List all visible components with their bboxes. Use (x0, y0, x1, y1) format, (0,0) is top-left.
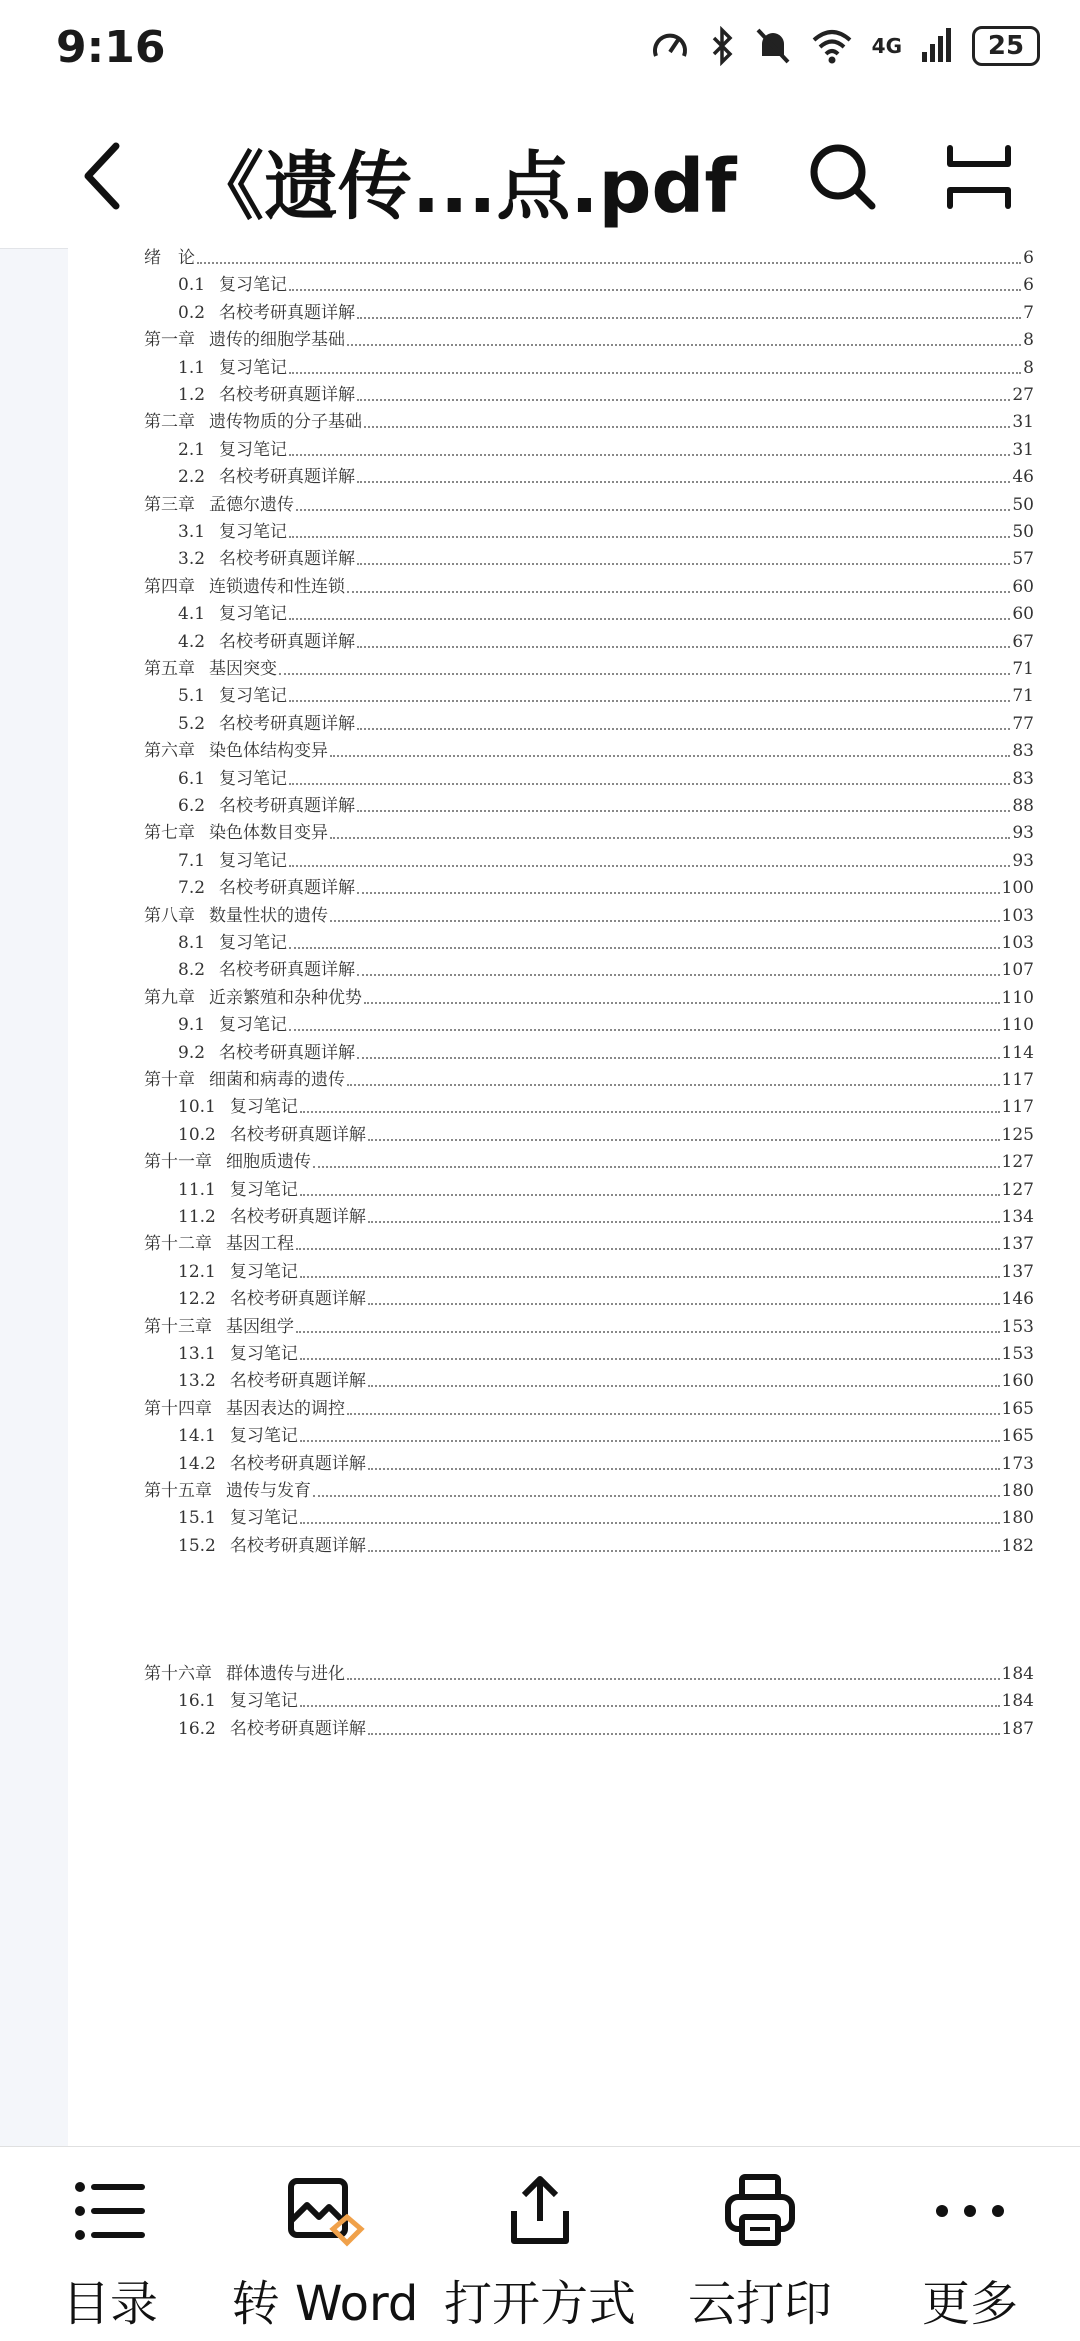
toc-page-number: 67 (1012, 631, 1034, 652)
toc-number: 4.1 (178, 604, 206, 625)
toc-page-number: 60 (1012, 576, 1034, 597)
toc-number: 第五章 (144, 659, 195, 679)
pdf-page-toc-1[interactable] (68, 248, 1080, 1598)
toc-leader-dots (364, 1001, 1000, 1004)
toc-number: 1.2 (178, 385, 206, 405)
toc-title: 基因工程 (226, 1234, 294, 1255)
toc-number: 5.2 (178, 713, 206, 734)
toc-number: 第四章 (144, 576, 195, 597)
toc-number: 14.2 (178, 1453, 216, 1474)
pdf-page-toc-2[interactable] (68, 1596, 1080, 2146)
toc-number: 第九章 (144, 987, 195, 1008)
bottom-toolbar (0, 2146, 1080, 2341)
toc-page-number: 83 (1012, 768, 1034, 789)
toc-page-number: 103 (1001, 933, 1034, 953)
toc-page-number: 93 (1012, 823, 1034, 844)
toc-page-number: 153 (1001, 1344, 1034, 1364)
toc-section-row[interactable] (68, 708, 1080, 734)
toc-leader-dots (300, 1275, 1000, 1278)
toc-page-number: 107 (1001, 960, 1034, 981)
toc-number: 第十六章 (144, 1664, 212, 1684)
toc-title: 名校考研真题详解 (219, 960, 356, 981)
more-label: 更多 (921, 2276, 1019, 2332)
toc-chapter-row[interactable] (68, 1228, 1080, 1254)
toc-leader-dots (368, 1467, 1000, 1470)
toc-title: 孟德尔遗传 (209, 494, 294, 515)
toc-number: 2.1 (178, 439, 206, 460)
toc-number: 15.2 (178, 1535, 216, 1556)
toc-page-number: 31 (1012, 439, 1034, 460)
toc-number: 6.2 (178, 796, 206, 816)
toc-page-number: 187 (1001, 1718, 1034, 1739)
toc-section-row[interactable] (68, 626, 1080, 652)
toc-number: 4.2 (178, 631, 206, 652)
toc-chapter-row[interactable] (68, 1393, 1080, 1419)
toc-number: 1.1 (178, 357, 206, 378)
toc-chapter-row[interactable] (68, 1311, 1080, 1337)
toc-title: 名校考研真题详解 (219, 631, 356, 652)
toc-page-number: 103 (1001, 905, 1034, 926)
toc-title: 名校考研真题详解 (219, 1042, 356, 1063)
toc-section-row[interactable] (68, 763, 1080, 789)
toc-section-row[interactable] (68, 269, 1080, 295)
toc-page-number: 71 (1012, 659, 1034, 679)
toc-number: 16.1 (178, 1691, 216, 1712)
toc-leader-dots (368, 1302, 1000, 1305)
toc-leader-dots (289, 288, 1021, 291)
toc-section-row[interactable] (68, 297, 1080, 323)
toc-number: 第十四章 (144, 1398, 212, 1419)
toc-chapter-row[interactable] (68, 489, 1080, 515)
toc-page-number: 6 (1023, 275, 1034, 296)
toc-number: 第十三章 (144, 1316, 212, 1337)
toc-number: 9.1 (178, 1015, 206, 1036)
toc-leader-dots (357, 562, 1010, 565)
toc-title: 复习笔记 (229, 1508, 298, 1529)
toc-leader-dots (289, 699, 1010, 702)
toc-section-row[interactable] (68, 1174, 1080, 1200)
toc-page-number: 146 (1001, 1289, 1034, 1310)
toc-section-row[interactable] (68, 352, 1080, 378)
list-icon (70, 2171, 150, 2251)
toc-title: 复习笔记 (229, 1097, 298, 1118)
toc-section-row[interactable] (68, 598, 1080, 624)
toc-page-number: 160 (1001, 1371, 1034, 1392)
toc-section-row[interactable] (68, 680, 1080, 706)
open-with-label: 打开方式 (443, 2276, 637, 2332)
toc-title: 名校考研真题详解 (229, 1207, 366, 1227)
toc-chapter-row[interactable] (68, 900, 1080, 926)
toc-leader-dots (300, 1521, 1000, 1524)
toc-page-number: 117 (1001, 1070, 1034, 1090)
toc-title: 名校考研真题详解 (229, 1371, 366, 1392)
toc-number: 第三章 (144, 494, 195, 515)
toc-leader-dots (300, 1193, 1000, 1196)
toc-title: 复习笔记 (219, 768, 288, 789)
cloud-print-button[interactable] (680, 2147, 840, 2341)
convert-word-icon (285, 2171, 365, 2251)
read-mode-icon (946, 142, 1012, 212)
toc-section-row[interactable] (68, 1713, 1080, 1739)
toc-number: 3.1 (178, 522, 206, 542)
toc-page-number: 137 (1001, 1261, 1034, 1282)
toc-button[interactable] (30, 2147, 190, 2341)
toc-leader-dots (330, 919, 1000, 922)
toc-leader-dots (357, 973, 1000, 976)
toc-chapter-row[interactable] (68, 324, 1080, 350)
read-mode-button[interactable] (946, 142, 1012, 212)
mute-bell-icon (754, 26, 792, 66)
toc-title: 遗传与发育 (226, 1481, 311, 1501)
convert-word-button[interactable] (230, 2147, 420, 2341)
toc-leader-dots (347, 1083, 1000, 1086)
toc-label: 目录 (61, 2276, 159, 2332)
toc-page-number: 127 (1001, 1179, 1034, 1200)
toc-number: 7.1 (178, 850, 206, 871)
toc-page-number: 127 (1001, 1152, 1034, 1173)
toc-number: 第十五章 (144, 1481, 212, 1501)
toc-number: 12.1 (178, 1261, 216, 1282)
app-header (0, 100, 1080, 249)
toc-number: 3.2 (178, 549, 206, 570)
toc-number: 7.2 (178, 878, 206, 899)
toc-number: 5.1 (178, 686, 206, 707)
toc-page-number: 100 (1001, 878, 1034, 899)
toc-title: 复习笔记 (219, 850, 288, 871)
toc-title: 名校考研真题详解 (219, 549, 356, 570)
toc-number: 12.2 (178, 1289, 216, 1310)
toc-leader-dots (300, 1357, 1000, 1360)
toc-leader-dots (296, 508, 1010, 511)
toc-title: 复习笔记 (219, 522, 288, 542)
toc-page-number: 117 (1001, 1097, 1034, 1118)
toc-number: 10.2 (178, 1124, 216, 1145)
toc-number: 8.2 (178, 960, 206, 981)
toc-title: 名校考研真题详解 (219, 302, 356, 323)
toc-leader-dots (296, 1247, 1000, 1250)
toc-chapter-row[interactable] (68, 1146, 1080, 1172)
toc-leader-dots (347, 1412, 1000, 1415)
toc-page-number: 173 (1001, 1453, 1034, 1474)
toc-page-number: 7 (1023, 302, 1034, 323)
toc-leader-dots (368, 1732, 1000, 1735)
toc-chapter-row[interactable] (68, 406, 1080, 432)
toc-page-number: 77 (1012, 713, 1034, 734)
toc-section-row[interactable] (68, 1201, 1080, 1227)
toc-page-number: 134 (1001, 1207, 1034, 1227)
toc-leader-dots (289, 371, 1021, 374)
toc-chapter-row[interactable] (68, 1658, 1080, 1684)
toc-leader-dots (364, 425, 1010, 428)
toc-page-number: 110 (1001, 1015, 1034, 1036)
toc-section-row[interactable] (68, 1685, 1080, 1711)
toc-chapter-row[interactable] (68, 242, 1080, 268)
toc-leader-dots (368, 1138, 1000, 1141)
toc-leader-dots (279, 672, 1010, 675)
toc-title: 细胞质遗传 (226, 1152, 311, 1173)
toc-leader-dots (296, 1330, 1000, 1333)
toc-page-number: 153 (1001, 1316, 1034, 1337)
battery-indicator: 25 (972, 26, 1040, 66)
toc-title: 复习笔记 (229, 1344, 298, 1364)
toc-number: 第七章 (144, 823, 195, 844)
toc-number: 0.1 (178, 275, 206, 296)
toc-number: 15.1 (178, 1508, 216, 1529)
toc-page-number: 184 (1001, 1664, 1034, 1684)
toc-title: 名校考研真题详解 (229, 1453, 366, 1474)
toc-section-row[interactable] (68, 1502, 1080, 1528)
toc-section-row[interactable] (68, 1420, 1080, 1446)
toc-leader-dots (330, 836, 1010, 839)
toc-number: 9.2 (178, 1042, 206, 1063)
toc-title: 连锁遗传和性连锁 (209, 576, 345, 597)
toc-title: 基因组学 (226, 1316, 294, 1337)
cloud-print-label: 云打印 (687, 2276, 833, 2332)
toc-number: 13.2 (178, 1371, 216, 1392)
toc-leader-dots (357, 398, 1010, 401)
toc-number: 第八章 (144, 905, 195, 926)
toc-page-number: 137 (1001, 1234, 1034, 1255)
toc-number: 第六章 (144, 741, 195, 762)
toc-page-number: 165 (1001, 1426, 1034, 1447)
toc-number: 第十一章 (144, 1152, 212, 1173)
toc-leader-dots (357, 809, 1010, 812)
toc-title: 复习笔记 (219, 604, 288, 625)
toc-title: 复习笔记 (229, 1261, 298, 1282)
printer-icon (720, 2171, 800, 2251)
toc-page-number: 165 (1001, 1398, 1034, 1419)
back-button[interactable] (70, 136, 140, 216)
toc-section-row[interactable] (68, 872, 1080, 898)
toc-title: 名校考研真题详解 (229, 1535, 366, 1556)
toc-title: 复习笔记 (229, 1691, 298, 1712)
toc-section-row[interactable] (68, 379, 1080, 405)
toc-leader-dots (330, 754, 1010, 757)
toc-title: 名校考研真题详解 (219, 878, 356, 899)
toc-number: 第十章 (144, 1070, 195, 1090)
toc-page-number: 83 (1012, 741, 1034, 762)
toc-leader-dots (289, 535, 1010, 538)
toc-leader-dots (289, 453, 1010, 456)
toc-page-number: 110 (1001, 987, 1034, 1008)
toc-page-number: 60 (1012, 604, 1034, 625)
toc-leader-dots (357, 480, 1010, 483)
toc-page-number: 8 (1023, 330, 1034, 351)
toc-chapter-row[interactable] (68, 1064, 1080, 1090)
toc-section-row[interactable] (68, 516, 1080, 542)
signal-icon (920, 26, 954, 66)
toc-page-number: 184 (1001, 1691, 1034, 1712)
share-icon (500, 2171, 580, 2251)
toc-title: 复习笔记 (219, 1015, 288, 1036)
status-time: 9:16 (56, 22, 166, 73)
toc-title: 名校考研真题详解 (229, 1124, 366, 1145)
bluetooth-icon (708, 26, 736, 66)
toc-page-number: 71 (1012, 686, 1034, 707)
toc-page-number: 57 (1012, 549, 1034, 570)
toc-page-number: 180 (1001, 1508, 1034, 1529)
toc-number: 11.1 (178, 1179, 216, 1200)
data-speed-icon (650, 26, 690, 66)
toc-title: 近亲繁殖和杂种优势 (209, 987, 362, 1008)
toc-number: 11.2 (178, 1207, 216, 1227)
toc-number: 0.2 (178, 302, 206, 323)
toc-number: 2.2 (178, 467, 206, 488)
toc-page-number: 8 (1023, 357, 1034, 378)
toc-chapter-row[interactable] (68, 571, 1080, 597)
toc-page-number: 50 (1012, 494, 1034, 515)
toc-leader-dots (300, 1704, 1000, 1707)
toc-number: 第二章 (144, 412, 195, 433)
open-with-button[interactable] (440, 2147, 640, 2341)
toc-leader-dots (357, 1056, 1000, 1059)
toc-chapter-row[interactable] (68, 982, 1080, 1008)
toc-section-row[interactable] (68, 1119, 1080, 1145)
toc-number: 6.1 (178, 768, 206, 789)
toc-page-number: 27 (1012, 385, 1034, 405)
toc-title: 复习笔记 (219, 275, 288, 296)
toc-page-number: 114 (1001, 1042, 1034, 1063)
back-arrow-icon (70, 136, 140, 216)
toc-title: 群体遗传与进化 (226, 1664, 345, 1684)
toc-title: 名校考研真题详解 (229, 1289, 366, 1310)
status-icons (650, 26, 1040, 66)
toc-leader-dots (347, 343, 1021, 346)
toc-leader-dots (368, 1220, 1000, 1223)
toc-leader-dots (289, 782, 1010, 785)
convert-word-label: 转 Word (231, 2276, 419, 2332)
toc-title: 染色体数目变异 (209, 823, 328, 844)
toc-page-number: 31 (1012, 412, 1034, 433)
toc-number: 14.1 (178, 1426, 216, 1447)
toc-title: 基因表达的调控 (226, 1398, 345, 1419)
toc-number: 8.1 (178, 933, 206, 953)
toc-title: 数量性状的遗传 (209, 905, 328, 926)
toc-leader-dots (300, 1110, 1000, 1113)
toc-title: 绪 论 (144, 248, 195, 268)
toc-title: 遗传物质的分子基础 (209, 412, 362, 433)
toc-title: 名校考研真题详解 (229, 1718, 366, 1739)
toc-number: 16.2 (178, 1718, 216, 1739)
toc-title: 名校考研真题详解 (219, 713, 356, 734)
toc-title: 名校考研真题详解 (219, 467, 356, 488)
toc-section-row[interactable] (68, 1338, 1080, 1364)
toc-leader-dots (357, 645, 1010, 648)
toc-title: 名校考研真题详解 (219, 796, 356, 816)
toc-leader-dots (197, 261, 1021, 264)
toc-leader-dots (347, 1677, 1000, 1680)
toc-chapter-row[interactable] (68, 817, 1080, 843)
network-type-label: 4G (871, 34, 902, 58)
search-button[interactable] (808, 142, 878, 212)
toc-section-row[interactable] (68, 461, 1080, 487)
toc-section-row[interactable] (68, 954, 1080, 980)
toc-leader-dots (368, 1549, 1000, 1552)
toc-title: 基因突变 (209, 659, 277, 679)
toc-page-number: 93 (1012, 850, 1034, 871)
wifi-icon (810, 26, 854, 66)
toc-page-number: 180 (1001, 1481, 1034, 1501)
toc-chapter-row[interactable] (68, 735, 1080, 761)
toc-title: 复习笔记 (219, 933, 288, 953)
toc-leader-dots (347, 590, 1010, 593)
toc-leader-dots (313, 1165, 1000, 1168)
toc-page-number: 46 (1012, 467, 1034, 488)
toc-section-row[interactable] (68, 1283, 1080, 1309)
toc-page-number: 88 (1012, 796, 1034, 816)
toc-title: 复习笔记 (219, 439, 288, 460)
toc-leader-dots (313, 1494, 1000, 1497)
toc-section-row[interactable] (68, 1037, 1080, 1063)
toc-page-number: 182 (1001, 1535, 1034, 1556)
toc-number: 第十二章 (144, 1234, 212, 1255)
toc-number: 第一章 (144, 330, 195, 351)
toc-section-row[interactable] (68, 543, 1080, 569)
toc-page-number: 6 (1023, 248, 1034, 268)
toc-number: 13.1 (178, 1344, 216, 1364)
toc-section-row[interactable] (68, 790, 1080, 816)
toc-title: 细菌和病毒的遗传 (209, 1070, 345, 1090)
toc-page-number: 125 (1001, 1124, 1034, 1145)
status-bar (0, 0, 1080, 100)
toc-number: 10.1 (178, 1097, 216, 1118)
toc-title: 遗传的细胞学基础 (209, 330, 345, 351)
more-button[interactable] (900, 2147, 1040, 2341)
toc-section-row[interactable] (68, 845, 1080, 871)
toc-leader-dots (289, 946, 1000, 949)
toc-leader-dots (300, 1439, 1000, 1442)
toc-leader-dots (357, 891, 1000, 894)
toc-page-number: 50 (1012, 522, 1034, 542)
toc-section-row[interactable] (68, 434, 1080, 460)
toc-section-row[interactable] (68, 1091, 1080, 1117)
toc-leader-dots (357, 727, 1010, 730)
document-title: 《遗传...点.pdf (190, 144, 737, 230)
toc-section-row[interactable] (68, 1365, 1080, 1391)
search-icon (808, 142, 878, 212)
toc-section-row[interactable] (68, 1009, 1080, 1035)
toc-title: 染色体结构变异 (209, 741, 328, 762)
toc-leader-dots (368, 1384, 1000, 1387)
toc-title: 复习笔记 (219, 686, 288, 707)
toc-section-row[interactable] (68, 1448, 1080, 1474)
toc-chapter-row[interactable] (68, 1475, 1080, 1501)
toc-title: 复习笔记 (229, 1179, 298, 1200)
toc-leader-dots (289, 1028, 1000, 1031)
toc-chapter-row[interactable] (68, 653, 1080, 679)
toc-section-row[interactable] (68, 1530, 1080, 1556)
toc-title: 复习笔记 (229, 1426, 298, 1447)
toc-leader-dots (357, 316, 1021, 319)
more-icon (930, 2171, 1010, 2251)
toc-leader-dots (289, 864, 1010, 867)
toc-title: 复习笔记 (219, 357, 288, 378)
toc-section-row[interactable] (68, 927, 1080, 953)
toc-leader-dots (289, 617, 1010, 620)
toc-title: 名校考研真题详解 (219, 385, 356, 405)
toc-section-row[interactable] (68, 1256, 1080, 1282)
